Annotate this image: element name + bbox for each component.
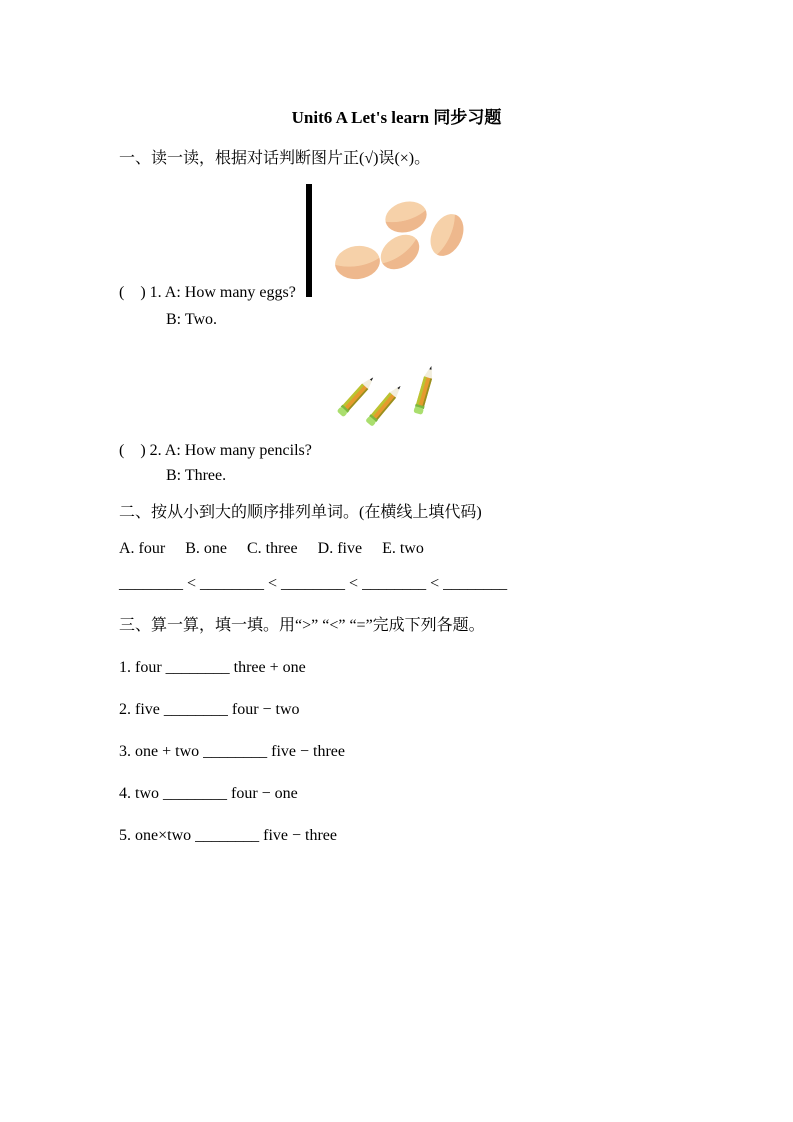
pencils-illustration bbox=[336, 362, 440, 430]
egg-icon bbox=[424, 209, 470, 262]
divider-bar bbox=[306, 184, 312, 297]
math-item-3: 3. one + two ________ five − three bbox=[119, 743, 345, 760]
question-2-line: ( ) 2. A: How many pencils? bbox=[119, 442, 312, 459]
math-item-1: 1. four ________ three + one bbox=[119, 659, 306, 676]
pencil-icon bbox=[410, 364, 438, 416]
eggs-illustration bbox=[333, 197, 470, 289]
math-item-5: 5. one×two ________ five − three bbox=[119, 827, 337, 844]
section-two-heading: 二、按从小到大的顺序排列单词。(在横线上填代码) bbox=[119, 504, 482, 521]
question-1-answer: B: Two. bbox=[166, 311, 218, 328]
math-item-4: 4. two ________ four − one bbox=[119, 785, 298, 802]
question-2-answer: B: Three. bbox=[166, 467, 227, 484]
section-one-heading: 一、读一读，根据对话判断图片正(√)误(×)。 bbox=[119, 150, 431, 167]
egg-icon bbox=[382, 197, 430, 237]
ordering-blanks-line: ________ < ________ < ________ < ________ < ________ bbox=[119, 575, 508, 592]
egg-icon bbox=[333, 243, 382, 282]
math-item-2: 2. five ________ four − two bbox=[119, 701, 300, 718]
section-three-heading: 三、算一算，填一填。用“>” “<” “=”完成下列各题。 bbox=[119, 617, 485, 634]
word-options-line: A. four B. one C. three D. five E. two bbox=[119, 540, 424, 557]
egg-icon bbox=[374, 228, 426, 277]
page-title: Unit6 A Let's learn 同步习题 bbox=[291, 108, 502, 127]
question-1-line: ( ) 1. A: How many eggs? bbox=[119, 284, 296, 301]
